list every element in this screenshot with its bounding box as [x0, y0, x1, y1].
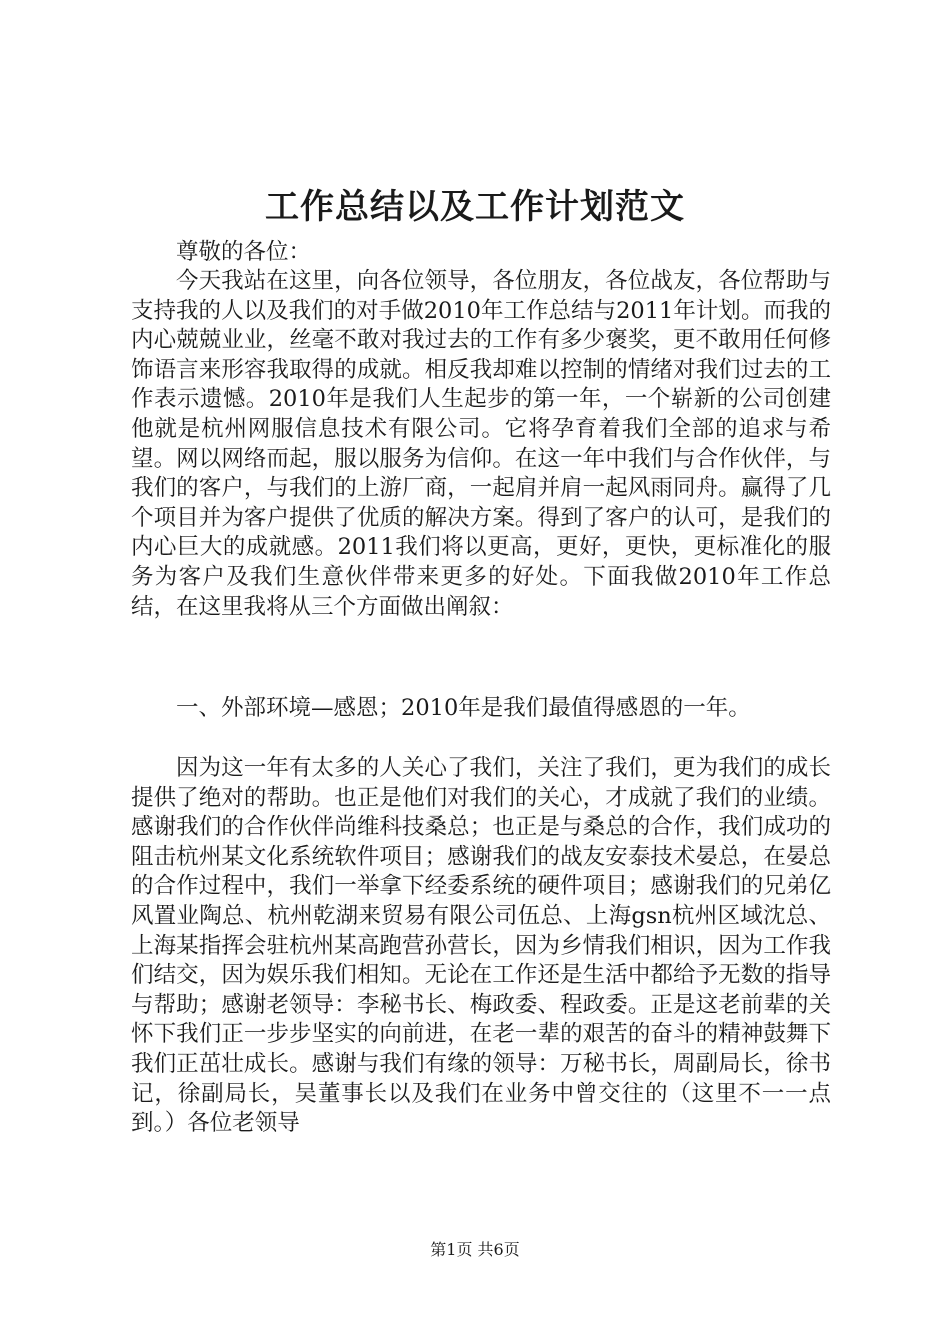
paragraph-intro: 今天我站在这里，向各位领导，各位朋友，各位战友，各位帮助与支持我的人以及我们的对手做2010年工作总结与2011年计划。而我的内心兢兢业业，丝毫不敢对我过去的工作有多少褒奖，更不敢用任何修饰语言来形容我取得的成就。相反我却难以控制的情绪对我们过去的工作表示遗憾。2010年是我们人生起步的第一年，一个崭新的公司创建他就是杭州网服信息技术有限公司。它将孕育着我们全部的追求与希望。网以网络而起，服以服务为信仰。在这一年中我们与合作伙伴，与我们的客户，与我们的上游厂商，一起肩并肩一起风雨同舟。赢得了几个项目并为客户提供了优质的解决方案。得到了客户的认可，是我们的内心巨大的成就感。2011我们将以更高，更好，更快，更标准化的服务为客户及我们生意伙伴带来更多的好处。下面我做2010年工作总结，在这里我将从三个方面做出阐叙： [131, 268, 831, 620]
page-footer: 第1页 共6页 [430, 1240, 520, 1259]
greeting-line: 尊敬的各位： [176, 239, 312, 265]
document-title: 工作总结以及工作计划范文 [265, 187, 685, 227]
section-heading-1: 一、外部环境—感恩；2010年是我们最值得感恩的一年。 [176, 695, 751, 721]
paragraph-gratitude: 因为这一年有太多的人关心了我们，关注了我们，更为我们的成长提供了绝对的帮助。也正是他们对我们的关心，才成就了我们的业绩。感谢我们的合作伙伴尚维科技桑总；也正是与桑总的合作，我们成功的阻击杭州某文化系统软件项目；感谢我们的战友安泰技术晏总，在晏总的合作过程中，我们一举拿下经委系统的硬件项目；感谢我们的兄弟亿风置业陶总、杭州乾湖来贸易有限公司伍总、上海gsn杭州区域沈总、上海某指挥会驻杭州某高跑营孙营长，因为乡情我们相识，因为工作我们结交，因为娱乐我们相知。无论在工作还是生活中都给予无数的指导与帮助；感谢老领导：李秘书长、梅政委、程政委。正是这老前辈的关怀下我们正一步步坚实的向前进，在老一辈的艰苦的奋斗的精神鼓舞下我们正茁壮成长。感谢与我们有缘的领导：万秘书长，周副局长，徐书记，徐副局长，吴董事长以及我们在业务中曾交往的（这里不一一点到。）各位老领导 [131, 755, 831, 1137]
